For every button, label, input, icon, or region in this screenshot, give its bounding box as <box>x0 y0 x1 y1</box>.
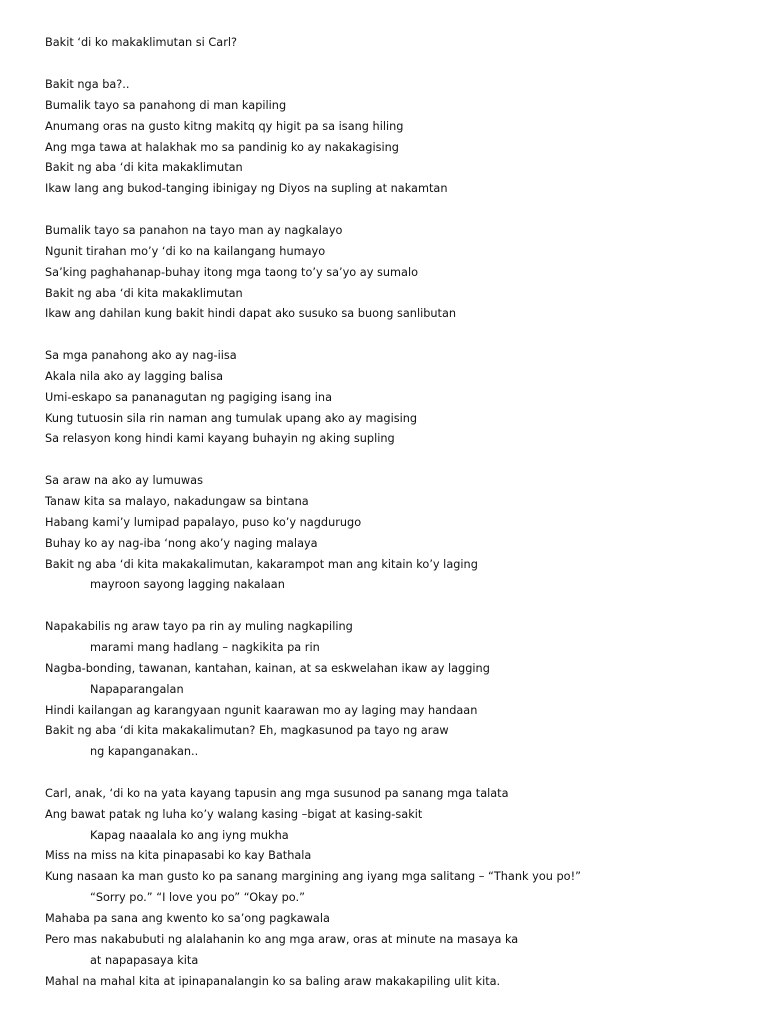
poem-line: Bumalik tayo sa panahon na tayo man ay nagkalayo <box>45 224 343 237</box>
poem-line: Mahaba pa sana ang kwento ko sa’ong pagkawala <box>45 912 330 925</box>
poem-line: Bakit ng aba ‘di kita makaklimutan <box>45 287 243 300</box>
poem-line: Akala nila ako ay lagging balisa <box>45 370 224 383</box>
poem-line: Bakit ng aba ‘di kita makaklimutan <box>45 161 243 174</box>
poem-line: Mahal na mahal kita at ipinapanalangin ko sa baling araw makakapiling ulit kita. <box>45 975 501 988</box>
poem-line: Umi-eskapo sa pananagutan ng pagiging isang ina <box>45 391 333 404</box>
poem-line: Bakit nga ba?.. <box>45 78 130 91</box>
poem-line: Anumang oras na gusto kitng makitq qy higit pa sa isang hiling <box>45 120 404 133</box>
poem-line: Tanaw kita sa malayo, nakadungaw sa bintana <box>45 495 309 508</box>
poem-line-continuation: Napaparangalan <box>90 683 184 696</box>
poem-line-continuation: mayroon sayong lagging nakalaan <box>90 578 285 591</box>
poem-line: Sa’king paghahanap-buhay itong mga taong to’y sa’yo ay sumalo <box>45 266 419 279</box>
poem-line: Napakabilis ng araw tayo pa rin ay muling nagkapiling <box>45 620 353 633</box>
poem-line: Nagba-bonding, tawanan, kantahan, kainan, at sa eskwelahan ikaw ay lagging <box>45 662 490 675</box>
poem-line: Bakit ng aba ‘di kita makakalimutan, kakarampot man ang kitain ko’y laging <box>45 558 478 571</box>
poem-line: Miss na miss na kita pinapasabi ko kay Bathala <box>45 849 312 862</box>
poem-line: Sa araw na ako ay lumuwas <box>45 474 203 487</box>
poem-line: Habang kami’y lumipad papalayo, puso ko’y nagdurugo <box>45 516 362 529</box>
poem-line: Ikaw lang ang bukod-tanging ibinigay ng Diyos na supling at nakamtan <box>45 182 448 195</box>
poem-line: Bumalik tayo sa panahong di man kapiling <box>45 99 287 112</box>
poem-line: Carl, anak, ‘di ko na yata kayang tapusin ang mga susunod pa sanang mga talata <box>45 787 509 800</box>
poem-line-continuation: at napapasaya kita <box>90 954 199 967</box>
poem-line: Ang mga tawa at halakhak mo sa pandinig ko ay nakakagising <box>45 141 399 154</box>
poem-line: Sa relasyon kong hindi kami kayang buhayin ng aking supling <box>45 432 395 445</box>
poem-line: Ngunit tirahan mo’y ‘di ko na kailangang humayo <box>45 245 326 258</box>
poem-line-continuation: marami mang hadlang – nagkikita pa rin <box>90 641 320 654</box>
poem-line-continuation: Kapag naaalala ko ang iyng mukha <box>90 829 289 842</box>
poem-line-continuation: “Sorry po.” “I love you po” “Okay po.” <box>90 891 305 904</box>
document-title: Bakit ‘di ko makaklimutan si Carl? <box>45 36 237 49</box>
poem-line: Ikaw ang dahilan kung bakit hindi dapat ako susuko sa buong sanlibutan <box>45 307 457 320</box>
poem-line: Buhay ko ay nag-iba ‘nong ako’y naging malaya <box>45 537 318 550</box>
poem-line: Ang bawat patak ng luha ko’y walang kasing –bigat at kasing-sakit <box>45 808 423 821</box>
poem-line: Bakit ng aba ‘di kita makakalimutan? Eh, magkasunod pa tayo ng araw <box>45 724 449 737</box>
poem-line: Kung tutuosin sila rin naman ang tumulak upang ako ay magising <box>45 412 418 425</box>
poem-line: Kung nasaan ka man gusto ko pa sanang margining ang iyang mga salitang – “Thank you po!” <box>45 870 581 883</box>
poem-line-continuation: ng kapanganakan.. <box>90 745 199 758</box>
poem-line: Hindi kailangan ag karangyaan ngunit kaarawan mo ay laging may handaan <box>45 704 478 717</box>
poem-line: Pero mas nakabubuti ng alalahanin ko ang mga araw, oras at minute na masaya ka <box>45 933 519 946</box>
poem-line: Sa mga panahong ako ay nag-iisa <box>45 349 237 362</box>
